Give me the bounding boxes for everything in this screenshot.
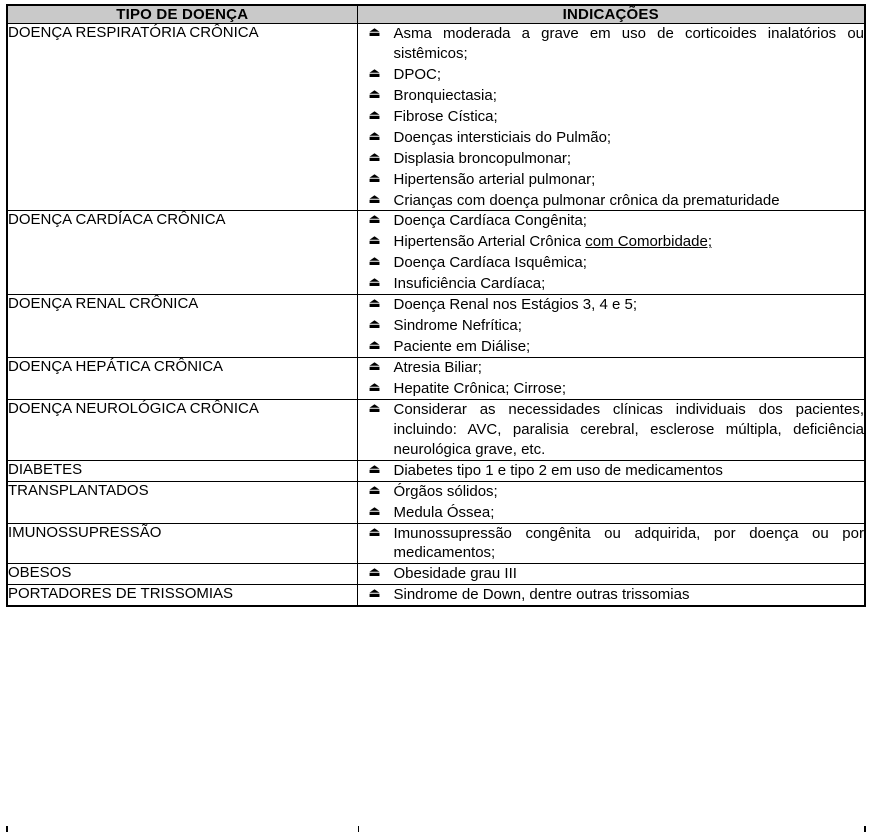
- indications-cell: [357, 24, 865, 211]
- table-row: [7, 211, 865, 295]
- list-item-text: Crianças com doença pulmonar crônica da prematuridade: [393, 191, 780, 209]
- bird-bullet-icon: ⏏: [368, 337, 381, 353]
- list-item: [358, 400, 865, 460]
- list-item-text: Hipertensão Arterial Crônica com Comorbidade;: [393, 233, 712, 251]
- indications-cell: [357, 564, 865, 585]
- table-row: [7, 460, 865, 481]
- table-header-row: [7, 5, 865, 24]
- list-item-text: Bronquiectasia;: [393, 86, 497, 104]
- bird-bullet-icon: ⏏: [368, 211, 381, 227]
- table-body: [7, 24, 865, 607]
- disease-type-cell: PORTADORES DE TRISSOMIAS: [7, 585, 357, 606]
- indications-list: [358, 211, 865, 294]
- bird-bullet-icon: ⏏: [368, 169, 381, 185]
- disease-type-cell: OBESOS: [7, 564, 357, 585]
- table-row: [7, 564, 865, 585]
- list-item-text: Considerar as necessidades clínicas individuais dos pacientes, incluindo: AVC, paralisia cerebral, esclerose múltipla, deficiência neurológica grave, etc.: [393, 400, 864, 458]
- disease-type-cell: DIABETES: [7, 460, 357, 481]
- list-item: [358, 149, 865, 169]
- table-row: [7, 585, 865, 606]
- list-item: [358, 86, 865, 106]
- list-item: [358, 211, 865, 231]
- list-item-text: Doenças intersticiais do Pulmão;: [393, 128, 612, 146]
- disease-type-cell: DOENÇA RENAL CRÔNICA: [7, 295, 357, 358]
- list-item: [358, 461, 865, 481]
- table-continuation-strip: [6, 826, 866, 832]
- list-item: [358, 379, 865, 399]
- list-item: [358, 482, 865, 502]
- list-item: [358, 358, 865, 378]
- list-item-text: Doença Cardíaca Isquêmica;: [393, 254, 587, 272]
- disease-indications-table: [6, 4, 866, 607]
- indications-list: [358, 358, 865, 399]
- bird-bullet-icon: ⏏: [368, 316, 381, 332]
- table-row: [7, 523, 865, 564]
- list-item-text: Imunossupressão congênita ou adquirida, por doença ou por medicamentos;: [393, 524, 864, 562]
- list-item: [358, 337, 865, 357]
- list-item: [358, 316, 865, 336]
- indications-cell: [357, 481, 865, 523]
- list-item: [358, 503, 865, 523]
- list-item: [358, 107, 865, 127]
- indications-list: [358, 295, 865, 357]
- disease-type-cell: DOENÇA HEPÁTICA CRÔNICA: [7, 358, 357, 400]
- list-item: [358, 295, 865, 315]
- indications-list: [358, 24, 865, 210]
- column-header-type: TIPO DE DOENÇA: [7, 5, 357, 24]
- table-row: [7, 399, 865, 460]
- list-item-text: Órgãos sólidos;: [393, 482, 498, 500]
- list-item: [358, 253, 865, 273]
- bird-bullet-icon: ⏏: [368, 481, 381, 497]
- bird-bullet-icon: ⏏: [368, 399, 381, 415]
- list-item-text: Doença Renal nos Estágios 3, 4 e 5;: [393, 296, 637, 314]
- bird-bullet-icon: ⏏: [368, 253, 381, 269]
- bird-bullet-icon: ⏏: [368, 502, 381, 518]
- table-header: [7, 5, 865, 24]
- list-item: [358, 232, 865, 252]
- indications-cell: [357, 399, 865, 460]
- bird-bullet-icon: ⏏: [368, 358, 381, 373]
- indications-list: [358, 564, 865, 584]
- bird-bullet-icon: ⏏: [368, 127, 381, 143]
- bird-bullet-icon: ⏏: [368, 85, 381, 101]
- list-item-text: Displasia broncopulmonar;: [393, 149, 572, 167]
- indications-list: [358, 400, 865, 460]
- indications-cell: [357, 295, 865, 358]
- disease-type-cell: IMUNOSSUPRESSÃO: [7, 523, 357, 564]
- indications-list: [358, 461, 865, 481]
- indications-list: [358, 482, 865, 523]
- list-item-text: Medula Óssea;: [393, 503, 495, 521]
- list-item-text: DPOC;: [393, 65, 442, 83]
- indications-cell: [357, 211, 865, 295]
- list-item: [358, 128, 865, 148]
- list-item-text: Insuficiência Cardíaca;: [393, 275, 546, 293]
- bird-bullet-icon: ⏏: [368, 564, 381, 580]
- table-row: [7, 481, 865, 523]
- bird-bullet-icon: ⏏: [368, 378, 381, 394]
- disease-type-cell: TRANSPLANTADOS: [7, 481, 357, 523]
- list-item-text: Hipertensão arterial pulmonar;: [393, 170, 596, 188]
- list-item-text: Diabetes tipo 1 e tipo 2 em uso de medicamentos: [393, 461, 723, 479]
- indications-cell: [357, 585, 865, 606]
- list-item: [358, 170, 865, 190]
- column-divider: [358, 826, 359, 832]
- bird-bullet-icon: ⏏: [368, 148, 381, 164]
- list-item: [358, 564, 865, 584]
- list-item: [358, 24, 865, 64]
- bird-bullet-icon: ⏏: [368, 232, 381, 248]
- indications-list: [358, 524, 865, 564]
- disease-type-cell: DOENÇA NEUROLÓGICA CRÔNICA: [7, 399, 357, 460]
- list-item-text: Asma moderada a grave em uso de corticoides inalatórios ou sistêmicos;: [393, 25, 864, 62]
- disease-type-cell: DOENÇA CARDÍACA CRÔNICA: [7, 211, 357, 295]
- indications-list: [358, 585, 865, 605]
- list-item: [358, 191, 865, 211]
- table-row: [7, 358, 865, 400]
- bird-bullet-icon: ⏏: [368, 106, 381, 122]
- list-item: [358, 585, 865, 605]
- list-item: [358, 65, 865, 85]
- list-item-text: Sindrome de Down, dentre outras trissomias: [393, 586, 690, 604]
- list-item-text: Paciente em Diálise;: [393, 338, 531, 356]
- list-item: [358, 274, 865, 294]
- list-item-text: Atresia Biliar;: [393, 359, 482, 376]
- indications-cell: [357, 358, 865, 400]
- disease-type-cell: DOENÇA RESPIRATÓRIA CRÔNICA: [7, 24, 357, 211]
- list-item-text: Hepatite Crônica; Cirrose;: [393, 379, 567, 397]
- bird-bullet-icon: ⏏: [368, 24, 381, 39]
- table-row: [7, 24, 865, 211]
- list-item-text: Sindrome Nefrítica;: [393, 317, 522, 335]
- list-item-text: Obesidade grau III: [393, 565, 517, 583]
- indications-cell: [357, 523, 865, 564]
- table-row: [7, 295, 865, 358]
- bird-bullet-icon: ⏏: [368, 274, 381, 290]
- list-item: [358, 524, 865, 564]
- bird-bullet-icon: ⏏: [368, 523, 381, 539]
- bird-bullet-icon: ⏏: [368, 460, 381, 476]
- bird-bullet-icon: ⏏: [368, 585, 381, 601]
- bird-bullet-icon: ⏏: [368, 295, 381, 311]
- list-item-text: Doença Cardíaca Congênita;: [393, 212, 587, 230]
- column-header-indications: INDICAÇÕES: [357, 5, 865, 24]
- bird-bullet-icon: ⏏: [368, 64, 381, 80]
- bird-bullet-icon: ⏏: [368, 190, 381, 206]
- list-item-text: Fibrose Cística;: [393, 107, 498, 125]
- indications-cell: [357, 460, 865, 481]
